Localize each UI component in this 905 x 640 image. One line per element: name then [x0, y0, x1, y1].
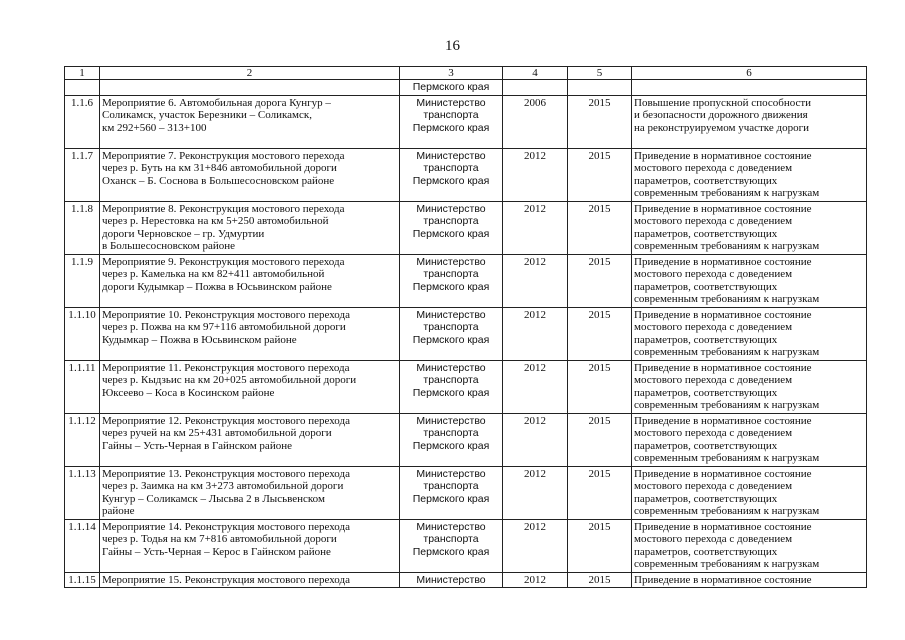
- table-cell: [632, 80, 867, 96]
- measure-name-line: Соликамск, участок Березники – Соликамск,: [102, 109, 312, 121]
- result-line: параметров, соответствующих: [634, 439, 778, 452]
- executor-line: Министерство: [416, 520, 486, 533]
- executor-cell: [400, 254, 503, 307]
- start-year-cell: 2012: [503, 572, 568, 588]
- result-line: мостового перехода с доведением: [634, 533, 793, 545]
- table-cell: [65, 80, 100, 96]
- header-cell: 5: [568, 67, 632, 80]
- measure-name-cell: [100, 413, 400, 466]
- result-cell: [632, 254, 867, 307]
- executor-line: транспорта: [423, 533, 479, 545]
- result-cell: [632, 148, 867, 201]
- end-year-cell: 2015: [568, 307, 632, 360]
- measure-name-line: Мероприятие 15. Реконструкция мостового перехода: [102, 573, 350, 586]
- result-line: параметров, соответствующих: [634, 492, 778, 505]
- end-year-cell: 2015: [568, 95, 632, 148]
- end-year-cell: 2015: [568, 148, 632, 201]
- executor-line: Пермского края: [412, 492, 490, 505]
- end-year-cell: 2015: [568, 572, 632, 588]
- measure-name-line: Мероприятие 8. Реконструкция мостового перехода: [102, 202, 345, 215]
- result-line: мостового перехода с доведением: [634, 321, 793, 333]
- start-year-cell: 2012: [503, 466, 568, 519]
- table-cell: [568, 80, 632, 96]
- result-line: Приведение в нормативное состояние: [634, 573, 812, 586]
- result-line: современным требованиям к нагрузкам: [634, 558, 820, 570]
- executor-line: транспорта: [423, 321, 479, 333]
- executor-line: Министерство: [416, 255, 486, 268]
- row-number-cell: 1.1.13: [65, 466, 100, 519]
- executor-line: Министерство: [416, 414, 486, 427]
- result-line: Приведение в нормативное состояние: [634, 149, 812, 162]
- executor-line: транспорта: [423, 374, 479, 386]
- executor-cell: [400, 413, 503, 466]
- table-row: [65, 148, 867, 201]
- table-row: [65, 360, 867, 413]
- measure-name-line: Кудымкар – Пожва в Юсьвинском районе: [102, 333, 297, 346]
- executor-line: Пермского края: [412, 545, 490, 558]
- measure-name-line: Мероприятие 13. Реконструкция мостового перехода: [102, 467, 350, 480]
- result-line: параметров, соответствующих: [634, 174, 778, 187]
- measure-name-cell: [100, 254, 400, 307]
- measure-name-line: через р. Кыдзьис на км 20+025 автомобильной дороги: [102, 374, 357, 386]
- result-cell: [632, 360, 867, 413]
- executor-line: Пермского края: [412, 280, 490, 293]
- measure-name-cell: [100, 572, 400, 588]
- measure-name-line: через ручей на км 25+431 автомобильной дороги: [102, 427, 332, 439]
- executor-line: Пермского края: [412, 333, 490, 346]
- table-row: [65, 413, 867, 466]
- executor-cell: [400, 201, 503, 254]
- result-line: Приведение в нормативное состояние: [634, 414, 812, 427]
- measure-name-line: через р. Буть на км 31+846 автомобильной дороги: [102, 162, 337, 174]
- measure-name-line: км 292+560 – 313+100: [102, 121, 207, 134]
- executor-line: Пермского края: [412, 227, 490, 240]
- executor-cell: [400, 519, 503, 572]
- result-line: и безопасности дорожного движения: [634, 109, 808, 121]
- end-year-cell: 2015: [568, 254, 632, 307]
- executor-cell: [400, 360, 503, 413]
- executor-line: Пермского края: [412, 439, 490, 452]
- measure-name-line: Мероприятие 12. Реконструкция мостового перехода: [102, 414, 350, 427]
- header-cell: 3: [400, 67, 503, 80]
- header-cell: 2: [100, 67, 400, 80]
- measure-name-line: в Большесосновском районе: [102, 240, 236, 252]
- measure-name-line: через р. Нерестовка на км 5+250 автомобильной: [102, 215, 329, 227]
- header-row: [65, 67, 867, 80]
- result-line: современным требованиям к нагрузкам: [634, 346, 820, 358]
- executor-line: транспорта: [423, 268, 479, 280]
- table-row: [65, 307, 867, 360]
- result-line: мостового перехода с доведением: [634, 162, 793, 174]
- executor-cell: [400, 148, 503, 201]
- table-row: [65, 201, 867, 254]
- measure-name-line: дороги Кудымкар – Пожва в Юсьвинском районе: [102, 280, 332, 293]
- result-line: параметров, соответствующих: [634, 545, 778, 558]
- table-row: [65, 572, 867, 588]
- measure-name-cell: [100, 307, 400, 360]
- result-line: мостового перехода с доведением: [634, 215, 793, 227]
- start-year-cell: 2012: [503, 519, 568, 572]
- result-cell: [632, 413, 867, 466]
- header-cell: 6: [632, 67, 867, 80]
- row-number-cell: 1.1.9: [65, 254, 100, 307]
- executor-line: транспорта: [423, 480, 479, 492]
- measure-name-line: через р. Пожва на км 97+116 автомобильной дороги: [102, 321, 346, 333]
- end-year-cell: 2015: [568, 519, 632, 572]
- result-cell: [632, 466, 867, 519]
- measure-name-cell: [100, 148, 400, 201]
- row-number-cell: 1.1.6: [65, 95, 100, 148]
- executor-line: Министерство: [416, 573, 486, 586]
- start-year-cell: 2012: [503, 201, 568, 254]
- result-line: Приведение в нормативное состояние: [634, 202, 812, 215]
- result-line: Повышение пропускной способности: [634, 96, 812, 109]
- measure-name-line: через р. Камелька на км 82+411 автомобильной: [102, 268, 325, 280]
- measure-name-line: Мероприятие 6. Автомобильная дорога Кунгур –: [102, 96, 331, 109]
- start-year-cell: 2012: [503, 307, 568, 360]
- result-line: современным требованиям к нагрузкам: [634, 399, 820, 411]
- result-line: современным требованиям к нагрузкам: [634, 293, 820, 305]
- measure-name-cell: [100, 201, 400, 254]
- executor-line: Министерство: [416, 467, 486, 480]
- executor-cell: [400, 572, 503, 588]
- measure-name-line: Кунгур – Соликамск – Лысьва 2 в Лысьвенском: [102, 492, 325, 505]
- executor-line: Министерство: [416, 202, 486, 215]
- start-year-cell: 2012: [503, 413, 568, 466]
- executor-cell: [400, 307, 503, 360]
- end-year-cell: 2015: [568, 201, 632, 254]
- measure-name-line: Оханск – Б. Соснова в Большесосновском районе: [102, 174, 335, 187]
- measure-name-line: Юксеево – Коса в Косинском районе: [102, 386, 275, 399]
- executor-cell: [400, 466, 503, 519]
- measure-name-line: через р. Заимка на км 3+273 автомобильной дороги: [102, 480, 344, 492]
- result-line: Приведение в нормативное состояние: [634, 255, 812, 268]
- end-year-cell: 2015: [568, 360, 632, 413]
- measure-name-line: районе: [102, 505, 135, 517]
- executor-line: Министерство: [416, 96, 486, 109]
- page-number: 16: [445, 38, 460, 54]
- executor-line: транспорта: [423, 109, 479, 121]
- result-line: параметров, соответствующих: [634, 280, 778, 293]
- result-line: Приведение в нормативное состояние: [634, 308, 812, 321]
- result-line: современным требованиям к нагрузкам: [634, 452, 820, 464]
- executor-line: транспорта: [423, 162, 479, 174]
- result-line: мостового перехода с доведением: [634, 374, 793, 386]
- result-line: современным требованиям к нагрузкам: [634, 187, 820, 199]
- table-row: [65, 254, 867, 307]
- executor-line: транспорта: [423, 427, 479, 439]
- row-number-cell: 1.1.12: [65, 413, 100, 466]
- row-number-cell: 1.1.10: [65, 307, 100, 360]
- result-line: параметров, соответствующих: [634, 386, 778, 399]
- table-row: [65, 466, 867, 519]
- measures-table: [64, 66, 867, 588]
- result-cell: [632, 572, 867, 588]
- result-line: мостового перехода с доведением: [634, 480, 793, 492]
- row-number-cell: 1.1.11: [65, 360, 100, 413]
- end-year-cell: 2015: [568, 413, 632, 466]
- table-row: [65, 95, 867, 148]
- measure-name-cell: [100, 466, 400, 519]
- result-line: на реконструируемом участке дороги: [634, 121, 809, 134]
- result-cell: [632, 307, 867, 360]
- result-line: параметров, соответствующих: [634, 227, 778, 240]
- measure-name-cell: [100, 360, 400, 413]
- result-line: Приведение в нормативное состояние: [634, 467, 812, 480]
- measure-name-line: Мероприятие 9. Реконструкция мостового перехода: [102, 255, 345, 268]
- result-cell: [632, 95, 867, 148]
- result-cell: [632, 201, 867, 254]
- result-line: мостового перехода с доведением: [634, 268, 793, 280]
- executor-line: Пермского края: [412, 121, 490, 134]
- result-cell: [632, 519, 867, 572]
- row-number-cell: 1.1.7: [65, 148, 100, 201]
- header-cell: 1: [65, 67, 100, 80]
- header-cell: 4: [503, 67, 568, 80]
- result-line: мостового перехода с доведением: [634, 427, 793, 439]
- result-line: Приведение в нормативное состояние: [634, 361, 812, 374]
- measure-name-line: Мероприятие 7. Реконструкция мостового перехода: [102, 149, 345, 162]
- measure-name-line: через р. Тодья на км 7+816 автомобильной дороги: [102, 533, 337, 545]
- measure-name-line: Мероприятие 14. Реконструкция мостового перехода: [102, 520, 350, 533]
- start-year-cell: 2006: [503, 95, 568, 148]
- end-year-cell: 2015: [568, 466, 632, 519]
- executor-line: Министерство: [416, 308, 486, 321]
- table-row: [65, 519, 867, 572]
- measure-name-line: Гайны – Усть-Черная – Керос в Гайнском районе: [102, 545, 331, 558]
- row-number-cell: 1.1.15: [65, 572, 100, 588]
- executor-cell: [400, 95, 503, 148]
- executor-line: Министерство: [416, 361, 486, 374]
- table-cell: [100, 80, 400, 96]
- result-line: современным требованиям к нагрузкам: [634, 240, 820, 252]
- table-cell: [503, 80, 568, 96]
- measure-name-line: Мероприятие 11. Реконструкция мостового перехода: [102, 361, 350, 374]
- start-year-cell: 2012: [503, 148, 568, 201]
- measure-name-cell: [100, 519, 400, 572]
- start-year-cell: 2012: [503, 360, 568, 413]
- measure-name-line: Мероприятие 10. Реконструкция мостового перехода: [102, 308, 350, 321]
- executor-line: Пермского края: [412, 174, 490, 187]
- result-line: Приведение в нормативное состояние: [634, 520, 812, 533]
- row-number-cell: 1.1.8: [65, 201, 100, 254]
- result-line: современным требованиям к нагрузкам: [634, 505, 820, 517]
- measure-name-line: Гайны – Усть-Черная в Гайнском районе: [102, 439, 292, 452]
- measure-name-cell: [100, 95, 400, 148]
- measure-name-line: дороги Черновское – гр. Удмуртии: [102, 227, 265, 240]
- executor-line: Министерство: [416, 149, 486, 162]
- row-number-cell: 1.1.14: [65, 519, 100, 572]
- executor-line: транспорта: [423, 215, 479, 227]
- result-line: параметров, соответствующих: [634, 333, 778, 346]
- executor-cell: Пермского края: [400, 80, 503, 96]
- continuation-row: [65, 80, 867, 96]
- executor-line: Пермского края: [412, 386, 490, 399]
- start-year-cell: 2012: [503, 254, 568, 307]
